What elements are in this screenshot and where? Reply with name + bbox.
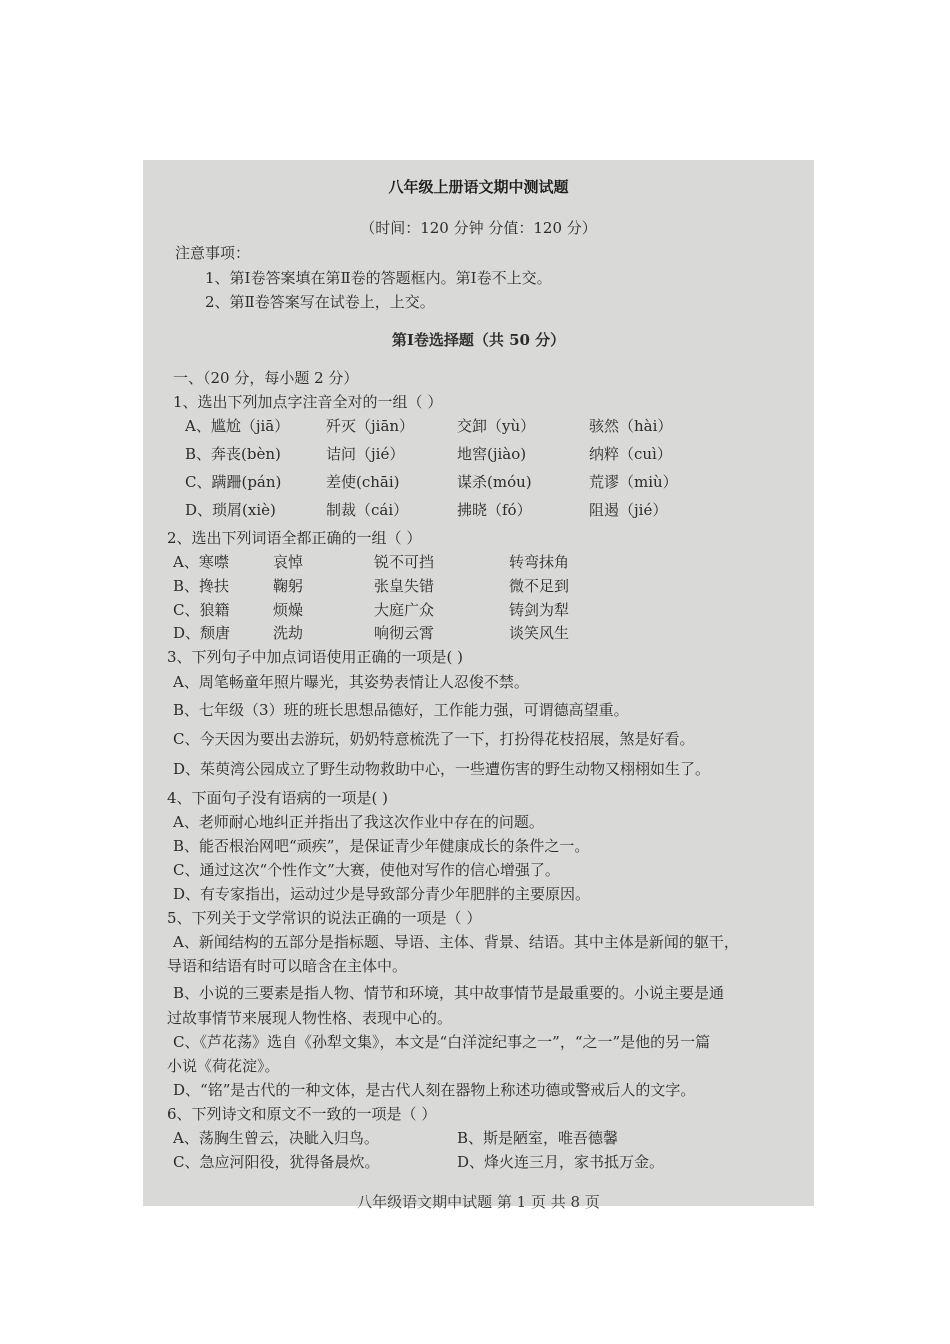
notes-heading: 注意事项：	[175, 244, 251, 262]
option: C、狼籍	[173, 601, 230, 619]
option: A、周笔畅童年照片曝光，其姿势表情让人忍俊不禁。	[173, 673, 529, 691]
option-line: 过故事情节来展现人物性格、表现中心的。	[167, 1009, 453, 1027]
exam-subtitle: （时间：120 分钟 分值：120 分）	[360, 219, 597, 237]
question-4-stem: 4、下面句子没有语病的一项是( )	[167, 789, 389, 807]
page-footer: 八年级语文期中试题 第 1 页 共 8 页	[357, 1193, 600, 1211]
option: D、有专家指出，运动过少是导致部分青少年肥胖的主要原因。	[173, 885, 591, 903]
exam-page	[143, 160, 814, 1211]
option: 鞠躬	[273, 577, 304, 595]
option: 地窖(jiào)	[457, 445, 527, 463]
option: C、通过这次“个性作文”大赛，使他对写作的信心增强了。	[173, 861, 560, 879]
option: A、老师耐心地纠正并指出了我这次作业中存在的问题。	[173, 813, 544, 831]
note-line: 2、第Ⅱ卷答案写在试卷上，上交。	[205, 293, 435, 311]
option: 骇然（hài）	[589, 417, 673, 435]
option: 纳粹（cuì）	[589, 445, 672, 463]
note-line: 1、第Ⅰ卷答案填在第Ⅱ卷的答题框内。第Ⅰ卷不上交。	[205, 269, 552, 287]
option: C、蹒跚(pán)	[185, 473, 282, 491]
option: B、搀扶	[173, 577, 230, 595]
section-title: 一、（20 分，每小题 2 分）	[173, 369, 359, 387]
question-5-stem: 5、下列关于文学常识的说法正确的一项是（ ）	[167, 909, 482, 927]
option: D、烽火连三月，家书抵万金。	[457, 1153, 665, 1171]
option-line: B、小说的三要素是指人物、情节和环境，其中故事情节是最重要的。小说主要是通	[173, 984, 725, 1002]
option: B、七年级（3）班的班长思想品德好，工作能力强，可谓德高望重。	[173, 701, 629, 719]
option: 转弯抹角	[509, 553, 570, 571]
question-6-stem: 6、下列诗文和原文不一致的一项是（ ）	[167, 1105, 437, 1123]
option: C、急应河阳役，犹得备晨炊。	[173, 1153, 380, 1171]
question-2-stem: 2、选出下列词语全都正确的一组（ ）	[167, 529, 422, 547]
option: 交卸（yù）	[457, 417, 536, 435]
option: 谋杀(móu)	[457, 473, 532, 491]
option: 锐不可挡	[374, 553, 435, 571]
option: A、荡胸生曾云，决眦入归鸟。	[173, 1129, 379, 1147]
option: 响彻云霄	[374, 624, 435, 642]
question-3-stem: 3、下列句子中加点词语使用正确的一项是( )	[167, 648, 464, 666]
option-line: 导语和结语有时可以暗含在主体中。	[167, 957, 408, 975]
option: 制裁（cái）	[326, 501, 409, 519]
option: 张皇失错	[374, 577, 435, 595]
option: 大庭广众	[374, 601, 435, 619]
option: A、尴尬（jiā）	[185, 417, 290, 435]
option: 荒谬（miù）	[589, 473, 678, 491]
option: C、今天因为要出去游玩，奶奶特意梳洗了一下，打扮得花枝招展，煞是好看。	[173, 730, 695, 748]
option: 洗劫	[273, 624, 304, 642]
option: A、寒噤	[173, 553, 229, 571]
option: 歼灭（jiān）	[326, 417, 415, 435]
question-1-stem: 1、选出下列加点字注音全对的一组（ ）	[173, 393, 443, 411]
option: 拂晓（fó）	[457, 501, 532, 519]
option-line: A、新闻结构的五部分是指标题、导语、主体、背景、结语。其中主体是新闻的躯干，	[173, 933, 739, 951]
option: 阻遏（jié）	[589, 501, 668, 519]
option-line: C、《芦花荡》选自《孙犁文集》，本文是“白洋淀纪事之一”，“之一”是他的另一篇	[173, 1033, 711, 1051]
option: 微不足到	[509, 577, 570, 595]
option: 烦燥	[273, 601, 304, 619]
part-title: 第Ⅰ卷选择题（共 50 分）	[391, 331, 566, 349]
option: 铸剑为犁	[509, 601, 570, 619]
option: B、奔丧(bèn)	[185, 445, 281, 463]
option-line: 小说《荷花淀》。	[167, 1057, 280, 1075]
option: D、茱萸湾公园成立了野生动物救助中心，一些遭伤害的野生动物又栩栩如生了。	[173, 760, 711, 778]
option: B、能否根治网吧“顽疾”，是保证青少年健康成长的条件之一。	[173, 837, 590, 855]
option-line: D、“铭”是古代的一种文体，是古代人刻在器物上称述功德或警戒后人的文字。	[173, 1081, 696, 1099]
option: B、斯是陋室，唯吾德馨	[457, 1129, 619, 1147]
option: 差使(chāi)	[326, 473, 400, 491]
option: D、颓唐	[173, 624, 231, 642]
exam-title: 八年级上册语文期中测试题	[388, 178, 569, 196]
option: D、琐屑(xiè)	[185, 501, 276, 519]
option: 谈笑风生	[509, 624, 570, 642]
option: 哀悼	[273, 553, 304, 571]
option: 诘问（jié）	[326, 445, 405, 463]
